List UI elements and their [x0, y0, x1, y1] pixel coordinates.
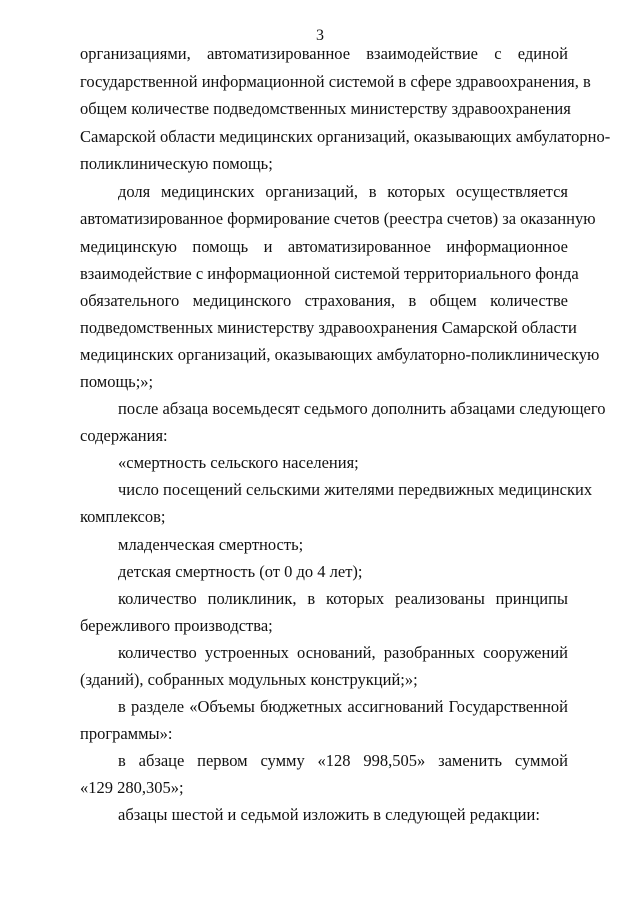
text-line: количество поликлиник, в которых реализованы принципы [118, 589, 568, 608]
text-line: «смертность сельского населения; [118, 453, 359, 472]
text-line: в абзаце первом сумму «128 998,505» заменить суммой [118, 751, 568, 770]
text-line: абзацы шестой и седьмой изложить в следующей редакции: [118, 805, 540, 824]
text-line: содержания: [80, 426, 168, 445]
text-line: государственной информационной системой в сфере здравоохранения, в [80, 72, 591, 91]
text-line: помощь;»; [80, 372, 154, 391]
text-line: бережливого производства; [80, 616, 273, 635]
text-line: автоматизированное формирование счетов (реестра счетов) за оказанную [80, 209, 596, 228]
text-line: (зданий), собранных модульных конструкций;»; [80, 670, 418, 689]
text-line: комплексов; [80, 507, 166, 526]
text-line: доля медицинских организаций, в которых осуществляется [118, 182, 568, 201]
text-line: подведомственных министерству здравоохранения Самарской области [80, 318, 577, 337]
text-line: в разделе «Объемы бюджетных ассигнований Государственной [118, 697, 568, 716]
text-line: младенческая смертность; [118, 535, 304, 554]
text-line: после абзаца восемьдесят седьмого дополнить абзацами следующего [118, 399, 606, 418]
text-line: количество устроенных оснований, разобранных сооружений [118, 643, 568, 662]
text-line: Самарской области медицинских организаций, оказывающих амбулаторно- [80, 127, 611, 146]
text-line: «129 280,305»; [80, 778, 184, 797]
text-line: медицинскую помощь и автоматизированное информационное [80, 237, 568, 256]
page-number: 3 [316, 27, 324, 44]
text-line: программы»: [80, 724, 173, 743]
text-line: организациями, автоматизированное взаимодействие с единой [80, 44, 568, 63]
text-line: число посещений сельскими жителями передвижных медицинских [118, 480, 593, 499]
text-line: взаимодействие с информационной системой территориального фонда [80, 264, 579, 283]
text-line: поликлиническую помощь; [80, 154, 273, 173]
text-line: обязательного медицинского страхования, в общем количестве [80, 291, 568, 310]
text-line: детская смертность (от 0 до 4 лет); [118, 562, 363, 581]
text-line: общем количестве подведомственных министерству здравоохранения [80, 99, 571, 118]
text-line: медицинских организаций, оказывающих амбулаторно-поликлиническую [80, 345, 600, 364]
